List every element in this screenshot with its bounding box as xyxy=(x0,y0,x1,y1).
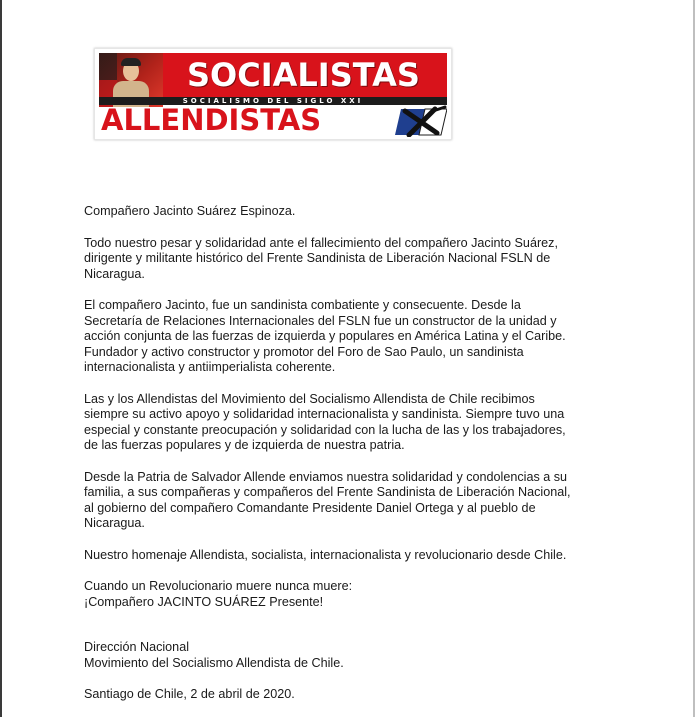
paragraph-2-line-2: Secretaría de Relaciones Internacionales del FSLN fue un constructor de la unidad y xyxy=(84,313,557,328)
x-ballot-mark-icon xyxy=(395,105,447,137)
paragraph-1-line-1: Todo nuestro pesar y solidaridad ante el fallecimiento del compañero Jacinto Suárez, xyxy=(84,235,558,250)
logo-title-bottom: ALLENDISTAS xyxy=(101,103,322,137)
paragraph-2-line-5: internacionalista y antiimperialista coherente. xyxy=(84,360,336,374)
socialistas-allendistas-logo xyxy=(94,48,452,140)
paragraph-4-line-4: Nicaragua. xyxy=(84,516,145,530)
paragraph-2-line-1: El compañero Jacinto, fue un sandinista combatiente y consecuente. Desde la xyxy=(84,298,521,312)
paragraph-4-line-3: al gobierno del compañero Comandante Presidente Daniel Ortega y al pueblo de xyxy=(84,500,536,515)
salutation: Compañero Jacinto Suárez Espinoza. xyxy=(84,204,296,218)
page-right-border xyxy=(693,0,695,717)
signature-line-2: Movimiento del Socialismo Allendista de Chile. xyxy=(84,655,344,670)
signature-line-1: Dirección Nacional xyxy=(84,640,189,654)
closing-line-2: ¡Compañero JACINTO SUÁREZ Presente! xyxy=(84,594,324,609)
paragraph-3-line-2: siempre su activo apoyo y solidaridad internacionalista y sandinista. Siempre tuvo una xyxy=(84,407,565,421)
paragraph-3-line-1: Las y los Allendistas del Movimiento del Socialismo Allendista de Chile recibimos xyxy=(84,391,535,406)
logo-subtitle: SOCIALISMO DEL SIGLO XXI xyxy=(182,97,364,105)
paragraph-4-line-2: familia, a sus compañeras y compañeros del Frente Sandinista de Liberación Nacional, xyxy=(84,485,571,499)
paragraph-2-line-3: acción conjunta de las fuerzas de izquierda y populares en América Latina y el Caribe. xyxy=(84,329,566,343)
page-left-border xyxy=(0,0,2,717)
closing-line-1: Cuando un Revolucionario muere nunca muere: xyxy=(84,579,353,593)
paragraph-1-line-2: dirigente y militante histórico del Frente Sandinista de Liberación Nacional FSLN de xyxy=(84,251,551,265)
paragraph-1-line-3: Nicaragua. xyxy=(84,266,145,281)
paragraph-4-line-1: Desde la Patria de Salvador Allende enviamos nuestra solidaridad y condolencias a su xyxy=(84,469,568,484)
logo-title-top: SOCIALISTAS xyxy=(187,56,420,94)
place-date: Santiago de Chile, 2 de abril de 2020. xyxy=(84,687,295,701)
letter-body xyxy=(84,204,644,703)
paragraph-5: Nuestro homenaje Allendista, socialista, internacionalista y revolucionario desde Chile. xyxy=(84,547,567,562)
paragraph-3-line-4: de las fuerzas populares y de izquierda de nuestra patria. xyxy=(84,438,405,452)
paragraph-3-line-3: especial y constante preocupación y solidaridad con la lucha de las y los trabajadores, xyxy=(84,422,566,437)
paragraph-2-line-4: Fundador y activo constructor y promotor del Foro de Sao Paulo, un sandinista xyxy=(84,344,524,359)
